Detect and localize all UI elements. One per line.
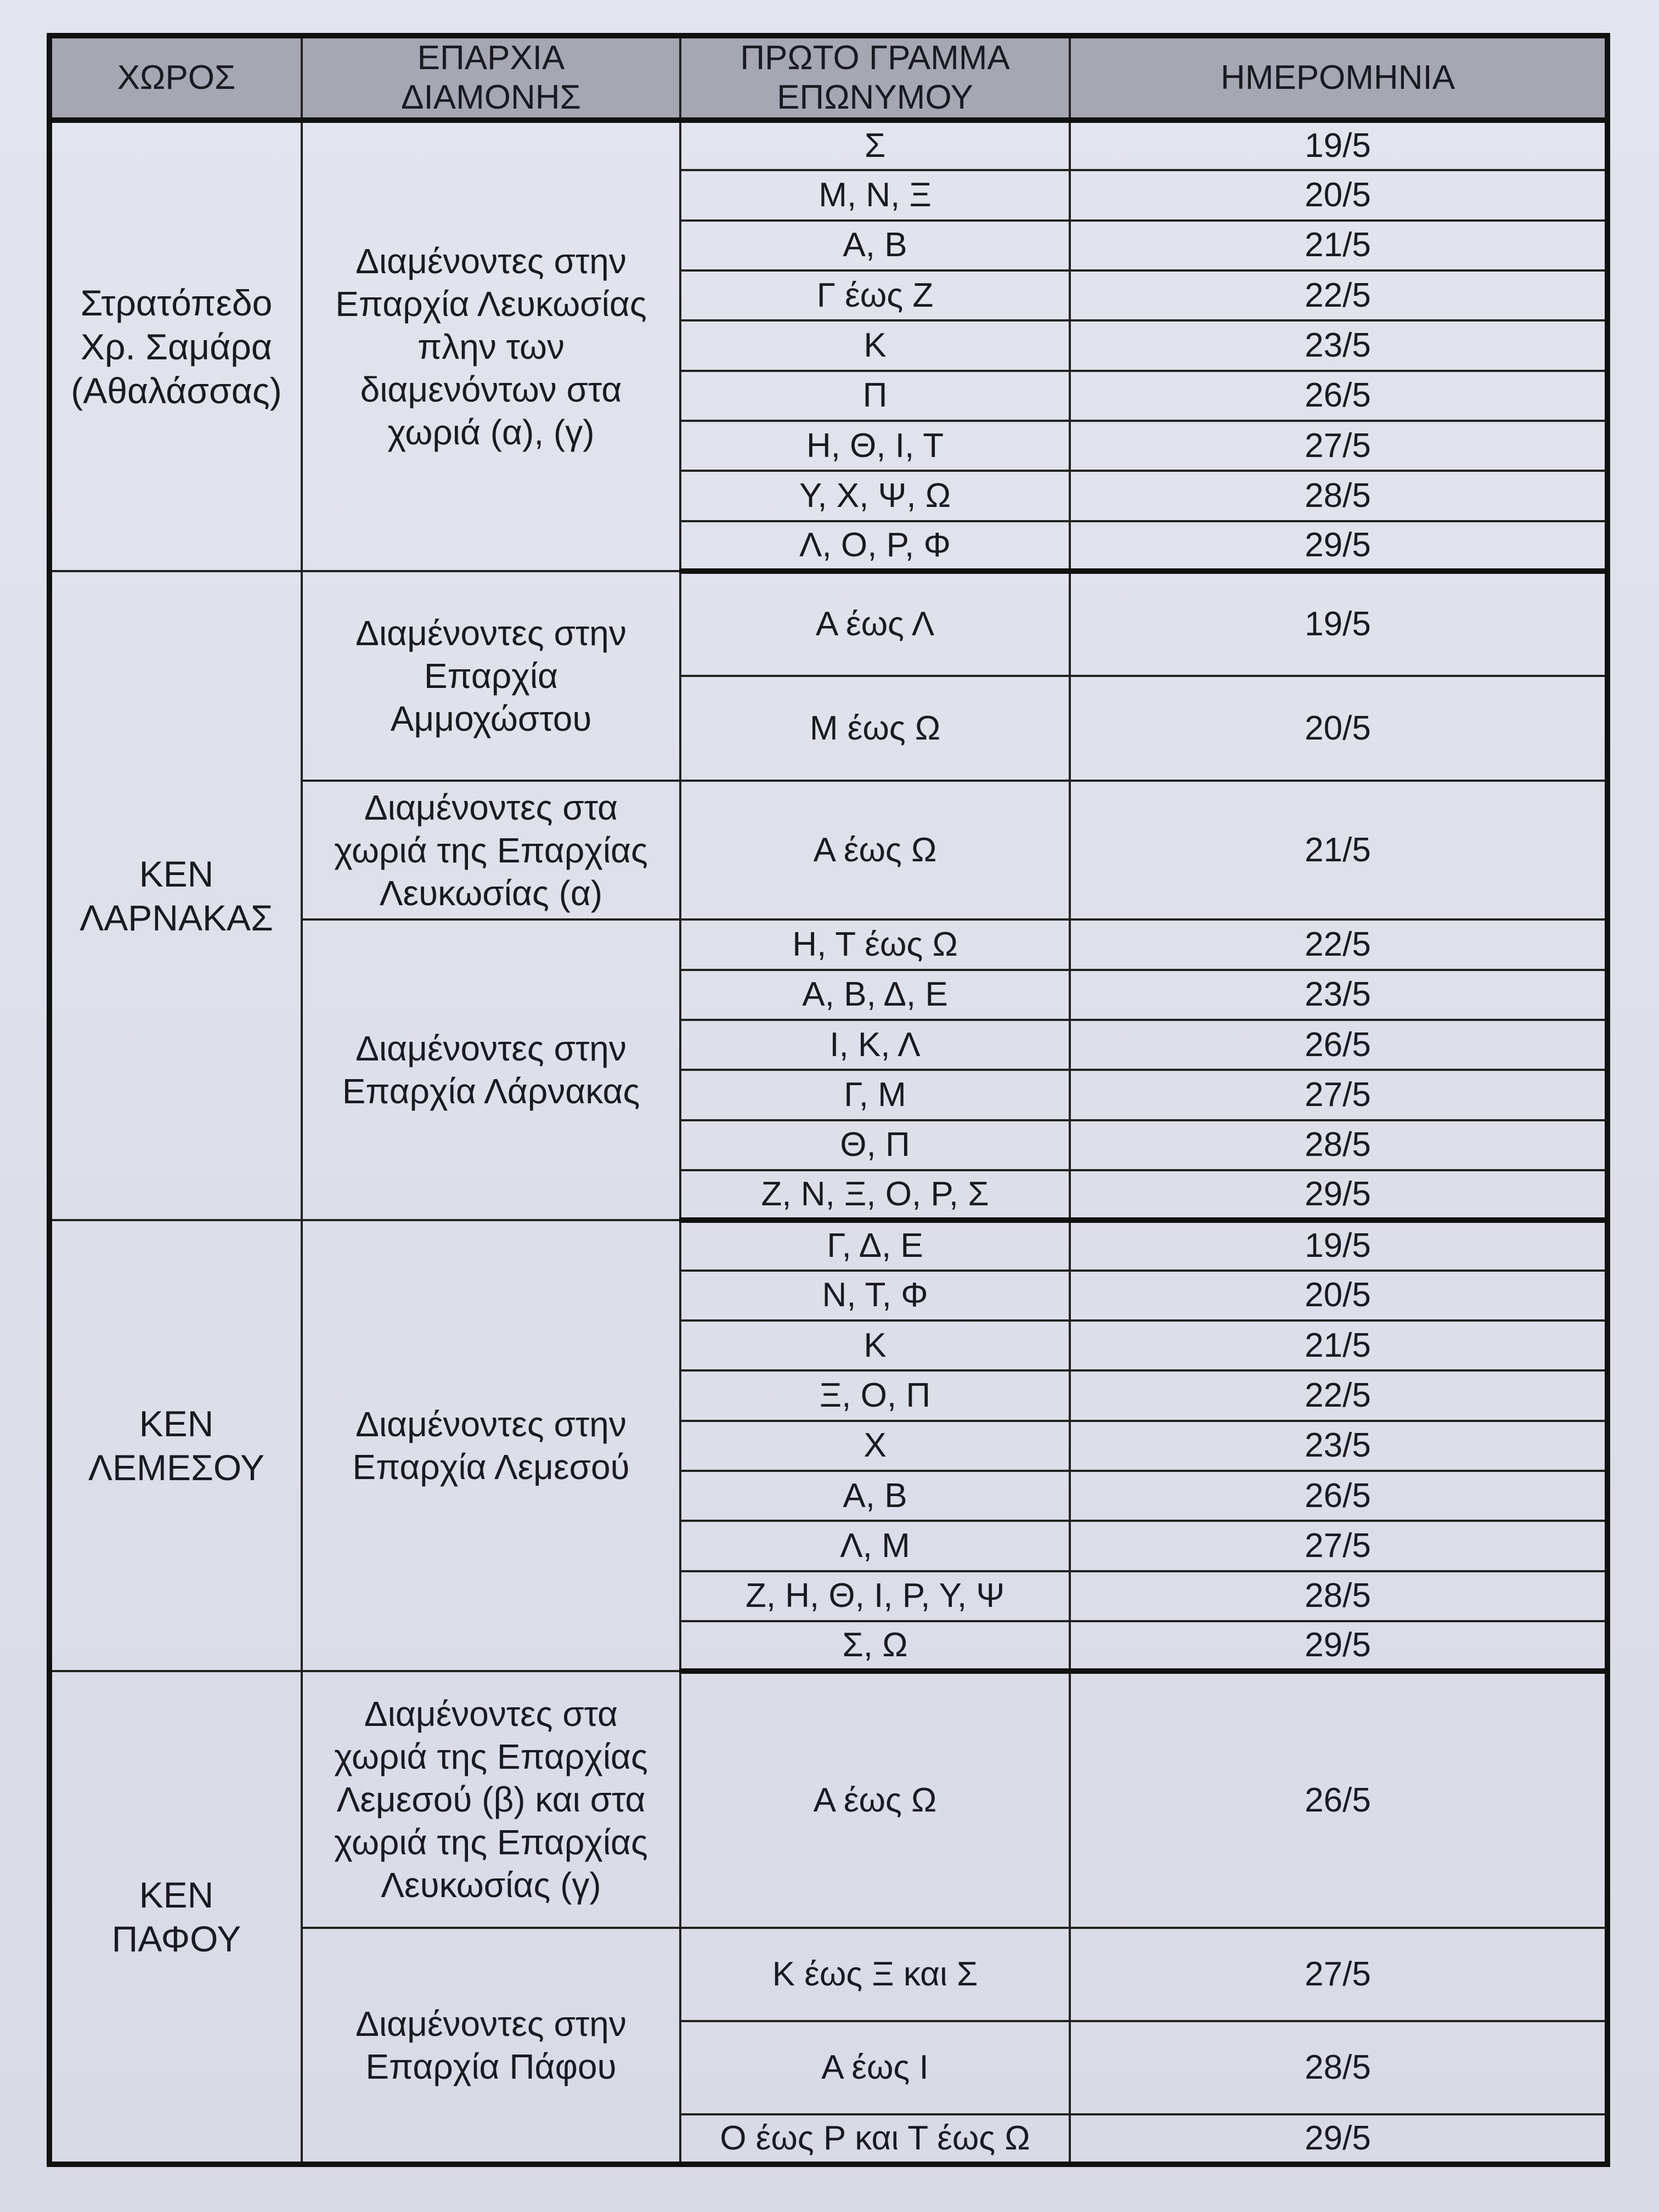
letters-cell: Ξ, Ο, Π [680,1370,1070,1420]
province-cell: Διαμένοντες στην Επαρχία Αμμοχώστου [302,571,680,781]
province-cell: Διαμένοντες στην Επαρχία Λευκωσίας πλην των διαμενόντων στα χωριά (α), (γ) [302,120,680,571]
letters-cell: Γ, Μ [680,1070,1070,1120]
date-cell: 23/5 [1070,970,1607,1020]
letters-cell: Α έως Ω [680,1671,1070,1927]
letters-cell: Α, Β [680,221,1070,270]
province-cell: Διαμένοντες στην Επαρχία Λεμεσού [302,1220,680,1671]
province-cell: Διαμένοντες στα χωριά της Επαρχίας Λευκωσίας (α) [302,781,680,919]
letters-cell: Α, Β, Δ, Ε [680,970,1070,1020]
date-cell: 27/5 [1070,1070,1607,1120]
letters-cell: Α έως Λ [680,571,1070,676]
province-cell: Διαμένοντες στην Επαρχία Λάρνακας [302,919,680,1220]
letters-cell: Λ, Μ [680,1521,1070,1571]
letters-cell: Θ, Π [680,1120,1070,1170]
date-cell: 26/5 [1070,1671,1607,1927]
date-cell: 29/5 [1070,1170,1607,1220]
date-cell: 19/5 [1070,1220,1607,1270]
letters-cell: Α έως Ω [680,781,1070,919]
letters-cell: Π [680,371,1070,421]
letters-cell: Ι, Κ, Λ [680,1020,1070,1070]
date-cell: 28/5 [1070,471,1607,521]
date-cell: 26/5 [1070,1020,1607,1070]
letters-cell: Σ, Ω [680,1621,1070,1671]
letters-cell: Α, Β [680,1471,1070,1521]
location-cell: ΚΕΝ ΠΑΦΟΥ [49,1671,302,2164]
location-cell: Στρατόπεδο Χρ. Σαμάρα (Αθαλάσσας) [49,120,302,571]
letters-cell: Κ [680,1321,1070,1370]
letters-cell: Μ έως Ω [680,676,1070,781]
date-cell: 29/5 [1070,2114,1607,2164]
date-cell: 22/5 [1070,1370,1607,1420]
letters-cell: Ο έως Ρ και Τ έως Ω [680,2114,1070,2164]
date-cell: 21/5 [1070,221,1607,270]
date-cell: 27/5 [1070,1521,1607,1571]
letters-cell: Η, Τ έως Ω [680,919,1070,969]
table-row [49,1671,1607,1927]
header-location: ΧΩΡΟΣ [49,36,302,120]
letters-cell: Κ έως Ξ και Σ [680,1928,1070,2021]
date-cell: 20/5 [1070,676,1607,781]
date-cell: 29/5 [1070,521,1607,571]
date-cell: 28/5 [1070,1571,1607,1621]
date-cell: 21/5 [1070,1321,1607,1370]
date-cell: 19/5 [1070,120,1607,170]
table-row [49,571,1607,676]
letters-cell: Μ, Ν, Ξ [680,170,1070,220]
header-province: ΕΠΑΡΧΙΑ ΔΙΑΜΟΝΗΣ [302,36,680,120]
date-cell: 26/5 [1070,371,1607,421]
province-cell: Διαμένοντες στα χωριά της Επαρχίας Λεμεσού (β) και στα χωριά της Επαρχίας Λευκωσίας (γ) [302,1671,680,1927]
date-cell: 20/5 [1070,170,1607,220]
letters-cell: Ζ, Ν, Ξ, Ο, Ρ, Σ [680,1170,1070,1220]
header-date: ΗΜΕΡΟΜΗΝΙΑ [1070,36,1607,120]
exam-schedule-table [47,33,1610,2167]
letters-cell: Γ έως Ζ [680,270,1070,320]
table-row [49,1220,1607,1270]
letters-cell: Ζ, Η, Θ, Ι, Ρ, Υ, Ψ [680,1571,1070,1621]
letters-cell: Χ [680,1421,1070,1471]
date-cell: 27/5 [1070,1928,1607,2021]
date-cell: 29/5 [1070,1621,1607,1671]
date-cell: 22/5 [1070,919,1607,969]
letters-cell: Η, Θ, Ι, Τ [680,421,1070,471]
date-cell: 22/5 [1070,270,1607,320]
date-cell: 28/5 [1070,1120,1607,1170]
date-cell: 21/5 [1070,781,1607,919]
header-letter: ΠΡΩΤΟ ΓΡΑΜΜΑ ΕΠΩΝΥΜΟΥ [680,36,1070,120]
date-cell: 26/5 [1070,1471,1607,1521]
header-row [49,36,1607,120]
location-cell: ΚΕΝ ΛΑΡΝΑΚΑΣ [49,571,302,1220]
letters-cell: Α έως Ι [680,2021,1070,2114]
letters-cell: Λ, Ο, Ρ, Φ [680,521,1070,571]
letters-cell: Σ [680,120,1070,170]
date-cell: 28/5 [1070,2021,1607,2114]
table-row [49,120,1607,170]
letters-cell: Κ [680,320,1070,370]
date-cell: 27/5 [1070,421,1607,471]
location-cell: ΚΕΝ ΛΕΜΕΣΟΥ [49,1220,302,1671]
date-cell: 23/5 [1070,320,1607,370]
date-cell: 20/5 [1070,1271,1607,1321]
letters-cell: Γ, Δ, Ε [680,1220,1070,1270]
date-cell: 19/5 [1070,571,1607,676]
letters-cell: Ν, Τ, Φ [680,1271,1070,1321]
province-cell: Διαμένοντες στην Επαρχία Πάφου [302,1928,680,2164]
letters-cell: Υ, Χ, Ψ, Ω [680,471,1070,521]
date-cell: 23/5 [1070,1421,1607,1471]
